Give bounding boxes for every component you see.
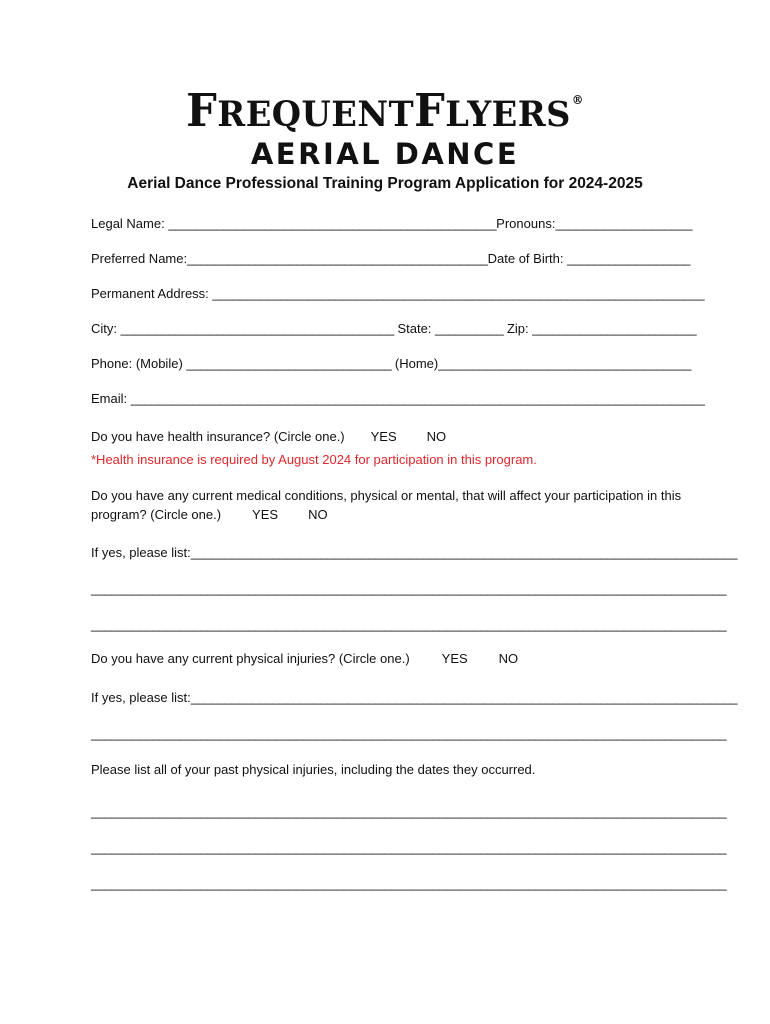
injuries-blank-line-1[interactable]: _____________________________________________________________________________________________ xyxy=(91,726,727,741)
phone-mobile-label: Phone: (Mobile) xyxy=(91,356,187,371)
health-insurance-question: Do you have health insurance? (Circle one.) xyxy=(91,429,345,444)
preferred-name-label: Preferred Name: xyxy=(91,251,188,266)
medical-blank-line-1[interactable]: _____________________________________________________________________________________________ xyxy=(91,581,727,596)
medical-question-row xyxy=(91,507,681,523)
email-row xyxy=(91,391,705,407)
phone-home-field[interactable]: _____________________________________ xyxy=(438,356,691,371)
medical-yes-option[interactable]: YES xyxy=(252,507,279,522)
medical-list-field[interactable]: ________________________________________________________________________________ xyxy=(190,545,738,560)
email-label: Email: xyxy=(91,391,131,406)
state-field[interactable]: __________ xyxy=(435,321,504,336)
logo-flyers: LYERS xyxy=(445,94,571,135)
city-label: City: xyxy=(91,321,121,336)
address-field[interactable]: ________________________________________________________________________ xyxy=(212,286,705,301)
address-label: Permanent Address: xyxy=(91,286,213,301)
logo-frequent: REQUENT xyxy=(217,94,415,135)
injuries-yes-option[interactable]: YES xyxy=(441,651,468,666)
legal-name-row xyxy=(91,216,693,232)
past-injuries-line-3[interactable]: _____________________________________________________________________________________________ xyxy=(91,876,727,891)
medical-blank-line-2[interactable]: _____________________________________________________________________________________________ xyxy=(91,617,727,632)
health-yes-option[interactable]: YES xyxy=(370,429,397,444)
medical-list-label: If yes, please list: xyxy=(91,545,191,560)
dob-field[interactable]: __________________ xyxy=(567,251,691,266)
past-injuries-line-1[interactable]: _____________________________________________________________________________________________ xyxy=(91,804,727,819)
medical-question-line2: program? (Circle one.) xyxy=(91,507,222,522)
logo-wordmark xyxy=(15,80,754,135)
preferred-name-field[interactable]: ____________________________________________ xyxy=(187,251,488,266)
zip-label: Zip: xyxy=(503,321,533,336)
medical-question-line1: Do you have any current medical conditions, physical or mental, that will affect your participation in this xyxy=(91,488,682,503)
logo-f1: F xyxy=(186,84,218,137)
form-title: Aerial Dance Professional Training Program Application for 2024-2025 xyxy=(127,175,643,192)
email-field[interactable]: ____________________________________________________________________________________ xyxy=(130,391,705,406)
phone-home-label: (Home) xyxy=(391,356,439,371)
pronouns-label: Pronouns: xyxy=(496,216,556,231)
pronouns-field[interactable]: ____________________ xyxy=(555,216,693,231)
injuries-question-row xyxy=(91,651,681,667)
frequent-flyers-logo xyxy=(0,80,770,171)
preferred-name-row xyxy=(91,251,691,267)
medical-no-option[interactable]: NO xyxy=(308,507,328,522)
legal-name-label: Legal Name: xyxy=(91,216,169,231)
injuries-list-label: If yes, please list: xyxy=(91,690,191,705)
city-field[interactable]: ________________________________________ xyxy=(120,321,394,336)
past-injuries-line-2[interactable]: _____________________________________________________________________________________________ xyxy=(91,840,727,855)
logo-f2: F xyxy=(414,84,446,137)
injuries-question: Do you have any current physical injuries? (Circle one.) xyxy=(91,651,410,666)
legal-name-field[interactable]: ________________________________________________ xyxy=(168,216,497,231)
city-row xyxy=(91,321,697,337)
phone-mobile-field[interactable]: ______________________________ xyxy=(186,356,392,371)
registered-mark: ® xyxy=(571,93,584,107)
zip-field[interactable]: ________________________ xyxy=(532,321,697,336)
past-injuries-prompt: Please list all of your past physical injuries, including the dates they occurred. xyxy=(91,762,536,777)
medical-list-row xyxy=(91,545,738,561)
address-row xyxy=(91,286,705,302)
health-insurance-row xyxy=(91,429,681,445)
injuries-list-row xyxy=(91,690,738,706)
health-insurance-notice: *Health insurance is required by August 2024 for participation in this program. xyxy=(91,452,537,467)
state-label: State: xyxy=(393,321,436,336)
health-no-option[interactable]: NO xyxy=(426,429,447,444)
dob-label: Date of Birth: xyxy=(487,251,568,266)
injuries-no-option[interactable]: NO xyxy=(498,651,519,666)
injuries-list-field[interactable]: ________________________________________________________________________________ xyxy=(190,690,738,705)
logo-subline: AERIAL DANCE xyxy=(250,137,520,171)
phone-row xyxy=(91,356,691,372)
